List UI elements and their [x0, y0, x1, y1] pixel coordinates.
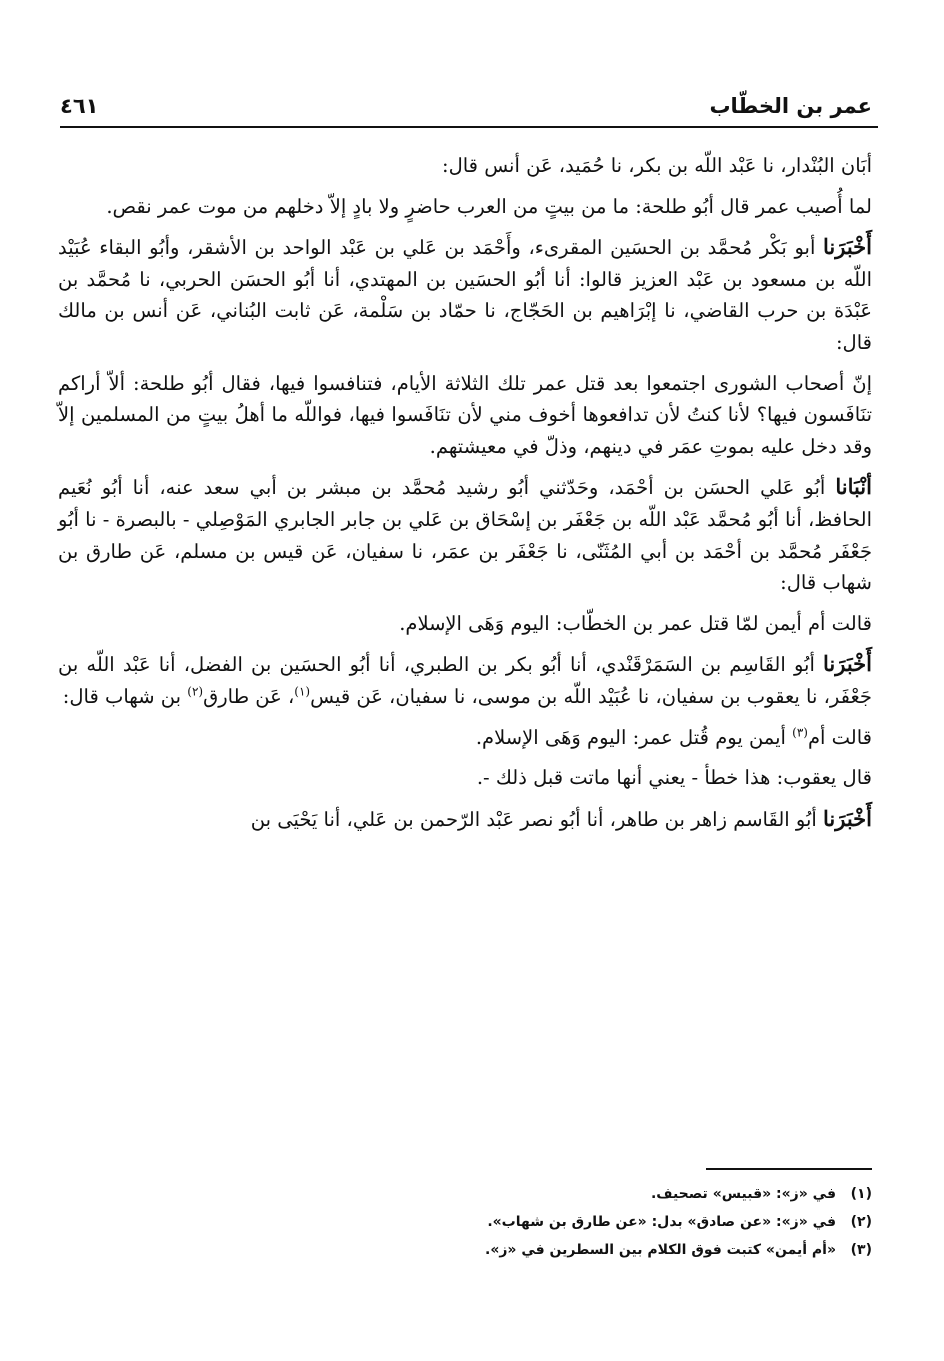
footnote-rule: [706, 1168, 872, 1170]
footnote-number: (٢): [850, 1214, 872, 1230]
isnad-lead: أَخْبَرَنا: [823, 651, 872, 677]
isnad-lead: أَخْبَرَنا: [823, 805, 872, 831]
paragraph: [58, 608, 872, 640]
isnad-lead: أنْبَانا: [835, 474, 872, 500]
paragraph-text: أبُو القَاسِم بن السَمَرْقَنْدي، أنا أبُو بكر بن الطبري، أنا أبُو الحسَين بن الفضل، أنا عَبْد اللّه بن جَعْفَر، نا يعقوب بن سفيان، نا عُبَيْد اللّه بن موسى، نا سفيان، عَن قيس: [58, 653, 872, 708]
paragraph: [58, 471, 872, 598]
footnote-ref[interactable]: (٣): [792, 725, 808, 739]
paragraph-text: بن شهاب قال:: [62, 684, 188, 708]
footnote: [230, 1208, 872, 1236]
paragraph: [58, 803, 872, 836]
footnote: [230, 1236, 872, 1264]
page-header: [60, 86, 872, 126]
footnote-text: في «ز»: «عن صادق» بدل: «عن طارق بن شهاب».: [487, 1214, 836, 1230]
paragraph-text: قال يعقوب: هذا خطأ - يعني أنها ماتت قبل ذلك -.: [476, 766, 872, 790]
paragraph-text: قالت أم: [807, 725, 872, 749]
paragraph-text: إنّ أصحاب الشورى اجتمعوا بعد قتل عمر تلك الثلاثة الأيام، فتنافسوا فيها، فقال أبُو طلحة: ألاّ أراكم تنَافَسون فيها؟ لأنا كنتُ لأن تدافعوها أخوف مني لأن تنَافَسوا فيها، فواللّه ما أهلُ بيتٍ من المسلمين إلاّ وقد دخل عليه بموتِ عمَر في دينهم، وذلّ في معيشتهم.: [58, 371, 872, 458]
footnote-ref[interactable]: (٢): [187, 684, 204, 699]
header-rule: [60, 126, 878, 128]
paragraph-text: أبُو عَلي الحسَن بن أحْمَد، وحَدّثني أبُو رشيد مُحمَّد بن مبشر بن أبي سعد عنه، أنا أبُو نُعَيم الحافظ، أنا أبُو مُحمَّد عَبْد اللّه بن جَعْفَر بن إسْحَاق بن عَلي بن جابر الجابري المَوْصِلي - بالبصرة - نا أبُو جَعْفَر مُحمَّد بن أحْمَد بن أبي المُثَنّى، نا جَعْفَر بن عمَر، نا سفيان، عَن قيس بن مسلم، عَن طارق بن شهاب قال:: [58, 476, 872, 595]
paragraph: [58, 231, 872, 358]
paragraph-text: ، عَن طارق: [203, 684, 295, 708]
paragraph: [58, 762, 872, 794]
paragraph: [58, 368, 872, 463]
footnote-text: في «ز»: «قبيس» تصحيف.: [650, 1186, 836, 1202]
paragraph-text: أبو بَكْر مُحمَّد بن الحسَين المقرىء، وأَحْمَد بن عَلي بن عَبْد الواحد بن الأشقر، وأبُو البقاء عُبَيْد اللّه بن مسعود بن عَبْد العزيز قالوا: أنا أبُو الحسَين بن المهتدي، أنا أبُو الحسَن الحربي، نا مُحمَّد بن عَبْدَة بن حرب القاضي، نا إبْرَاهيم بن الحَجّاج، نا حمّاد بن سَلْمة، عَن ثابت البُناني، عَن أنس بن مالك قال:: [58, 236, 872, 354]
paragraph-text: لما أُصيب عمر قال أبُو طلحة: ما من بيتٍ من العرب حاضرٍ ولا بادٍ إلاّ دخلهم من موت عمر نقص.: [106, 194, 872, 218]
body-text: [58, 150, 872, 844]
paragraph: [58, 722, 872, 754]
paragraph: [58, 191, 872, 223]
paragraph: [58, 150, 872, 182]
running-title: عمر بن الخطّاب: [709, 94, 872, 118]
footnote-text: «أم أيمن» كتبت فوق الكلام بين السطرين في «ز».: [485, 1242, 836, 1258]
page-number: ٤٦١: [60, 94, 99, 118]
paragraph-text: أبَان البُنْدار، نا عَبْد اللّه بن بكر، نا حُمَيد، عَن أنس قال:: [442, 154, 872, 177]
footnote-number: (٣): [850, 1242, 872, 1258]
paragraph-text: أبُو القَاسم زاهر بن طاهر، أنا أبُو نصر عَبْد الرّحمن بن عَلي، أنا يَحْيَى بن: [250, 807, 824, 831]
footnote-number: (١): [850, 1186, 872, 1202]
paragraph: [58, 648, 872, 712]
paragraph-text: قالت أم أيمن لمّا قتل عمر بن الخطّاب: اليوم وَهَى الإسلام.: [399, 611, 872, 635]
footnote: [230, 1180, 872, 1208]
paragraph-text: أيمن يوم قُتل عمر: اليوم وَهَى الإسلام.: [475, 725, 793, 749]
footnotes: [230, 1180, 872, 1264]
footnote-ref[interactable]: (١): [294, 684, 311, 699]
isnad-lead: أَخْبَرَنا: [823, 234, 872, 260]
